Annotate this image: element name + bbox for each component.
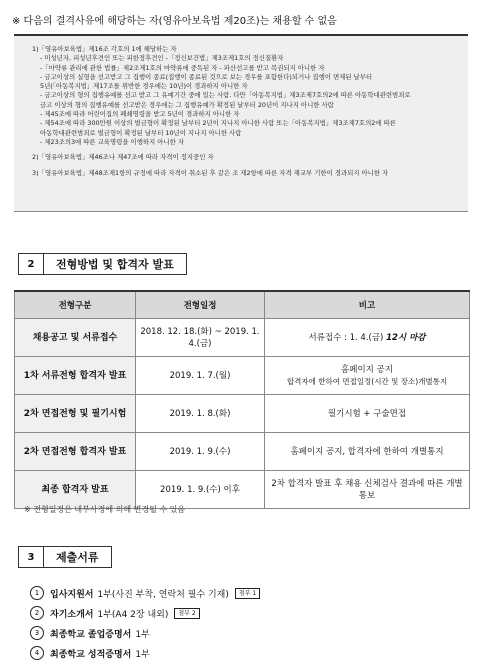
list-item [30,583,260,603]
box-line: - 제54조에 따라 300만원 이상의 벌금형이 확정된 날부터 2년이 지나지 아니한 사람 또는「아동복지법」제3조제7호의2에 따른 [40,119,396,128]
section-title: 전형방법 및 합격자 발표 [43,253,187,275]
circled-number: 1 [30,586,44,600]
table-row [15,471,470,509]
list-item [30,623,260,643]
doc-name: 최종학교 성적증명서 [50,649,132,660]
box-line: 금고 이상의 형의 집행유예를 선고받은 경우에는 그 집행유예가 확정된 날부터 20년이 지나지 아니한 사람 [40,100,334,109]
remark-cell: 필기시험 + 구술면접 [265,395,470,433]
header-date: 전형일정 [136,291,265,319]
doc-detail: 1부(A4 2장 내외) [97,609,169,620]
box-line: - 금고이상의 형의 집행유예를 선고 받고 그 유예기간 중에 있는 사람. 다만「아동복지법」제3조제7호의2에 따른 아동학대관련범죄로 [40,91,411,100]
disqualification-notice: ※ 다음의 결격사유에 해당하는 자(영유아보육법 제20조)는 채용할 수 없음 [12,16,337,27]
table-header-row [15,291,470,319]
date-cell: 2019. 1. 7.(월) [136,357,265,395]
table-row [15,433,470,471]
box-line: 3)「영유아보육법」제48조제1항의 규정에 따라 자격이 취소된 후 같은 조 제2항에 따른 자격 재교부 기한이 경과되지 아니한 자 [32,168,389,177]
section-2-header [18,253,187,275]
box-line: - 제23조의3에 따른 교육명령을 이행하지 아니한 자 [40,137,184,146]
stage-cell: 최종 합격자 발표 [15,471,136,509]
doc-detail: 1부 [135,649,150,660]
remark-cell: 2차 합격자 발표 후 채용 신체검사 결과에 따른 개별통보 [265,471,470,509]
remark-text: 홈페이지 공지 [341,364,393,375]
remark-text: 서류접수 : 1. 4.(금) [308,332,387,343]
date-cell: 2018. 12. 18.(화) ~ 2019. 1. 4.(금) [136,319,265,357]
circled-number: 4 [30,646,44,660]
circled-number: 3 [30,626,44,640]
remark-cell [265,319,470,357]
table-row [15,319,470,357]
header-stage: 전형구분 [15,291,136,319]
table-row [15,357,470,395]
section-3-header [18,546,112,568]
doc-name: 자기소개서 [50,609,94,620]
disqualification-box [14,34,468,212]
box-line: 5년(「아동복지법」제17조를 위반한 경우에는 10년)이 경과하지 아니한 자 [40,82,248,91]
header-remark: 비고 [265,291,470,319]
deadline-text: 12시 마감 [386,332,426,343]
box-line: - 제45조에 따라 어린이집의 폐쇄명령을 받고 5년이 경과하지 아니한 자 [40,110,240,119]
box-line: 1)「영유아보육법」제16조 각호의 1에 해당하는 자 [32,45,177,53]
stage-cell: 1차 서류전형 합격자 발표 [15,357,136,395]
doc-detail: 1부 [135,629,150,640]
stage-cell: 채용공고 및 서류접수 [15,319,136,357]
attachment-tag: 첨부 2 [174,608,199,619]
section-number: 3 [18,546,43,568]
schedule-table [14,290,470,509]
box-line: -「마약류 관리에 관한 법률」제2조제1호의 마약류에 중독된 자 - 파산선고를 받고 복권되지 아니한 자 [40,63,325,72]
box-line: 아동학대관련범죄로 벌금형이 확정된 날부터 10년이 지나지 아니한 사람 [40,128,242,137]
list-item [30,643,260,663]
remark-cell [265,357,470,395]
stage-cell: 2차 면접전형 및 필기시험 [15,395,136,433]
list-item [30,603,260,623]
doc-name: 입사지원서 [50,589,94,600]
doc-name: 최종학교 졸업증명서 [50,629,132,640]
box-line: 2)「영유아보육법」제46조나 제47조에 따라 자격이 정지중인 자 [32,153,214,162]
box-line: - 금고이상의 실형을 선고받고 그 집행이 종료(집행이 종료된 것으로 보는 경우를 포함한다)되거나 집행이 면제된 날부터 [40,72,373,81]
box-line: - 미성년자, 피성년후견인 또는 피한정후견인 -「정신보건법」제3조제1호의 정신질환자 [40,54,284,63]
section-title: 제출서류 [43,546,112,568]
circled-number: 2 [30,606,44,620]
remark-cell: 홈페이지 공지, 합격자에 한하여 개별통지 [265,433,470,471]
remark-subtext: 합격자에 한하여 면접일정(시간 및 장소)개별통지 [286,376,448,386]
date-cell: 2019. 1. 9.(수) [136,433,265,471]
schedule-change-note: ※ 전형일정은 내부사정에 의해 변경될 수 있음 [24,505,186,514]
section-number: 2 [18,253,43,275]
date-cell: 2019. 1. 9.(수) 이후 [136,471,265,509]
table-row [15,395,470,433]
attachment-tag: 첨부 1 [235,588,260,599]
required-documents-list [30,583,260,663]
stage-cell: 2차 면접전형 합격자 발표 [15,433,136,471]
date-cell: 2019. 1. 8.(화) [136,395,265,433]
doc-detail: 1부(사진 부착, 연락처 필수 기재) [97,589,229,600]
